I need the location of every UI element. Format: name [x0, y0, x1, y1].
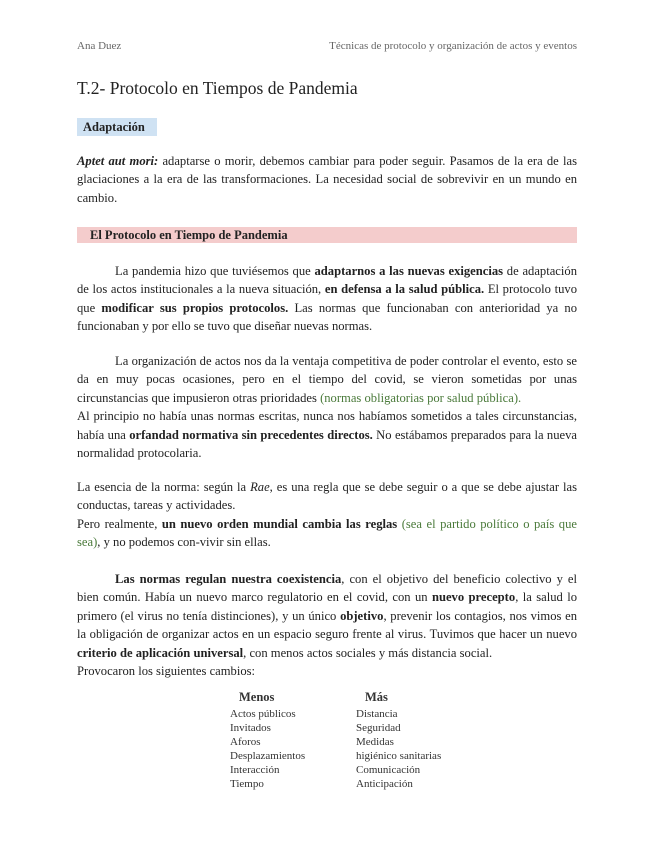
bold-run: objetivo [340, 608, 384, 623]
text-run: Pero realmente, [77, 516, 162, 531]
list-item: Tiempo [230, 778, 264, 790]
section-heading-adaptacion: Adaptación [77, 118, 157, 136]
list-menos [230, 690, 305, 791]
text-run: La organización de actos nos da la ventaja competitiva de poder controlar el evento, esto se da en muy pocas ocasiones, pero en el tiempo del covid, se vieron sometidas por unas circunstancias que impusieron otras prioridades [77, 354, 577, 405]
bold-run: modificar sus propios protocolos. [101, 300, 289, 315]
text-run: , y no podemos con-vivir sin ellas. [97, 535, 271, 550]
paragraph-text: adaptarse o morir, debemos cambiar para poder seguir. Pasamos de la era de las glaciaciones a la era de las transformaciones. La necesidad social de sobrevivir en un mundo en cambio. [77, 154, 577, 205]
green-note: (normas obligatorias por salud pública). [320, 390, 522, 405]
text-run: , es una regla que se debe seguir o a que se debe ajustar las conductas, tareas y actividades. [77, 480, 578, 513]
page-title: T.2- Protocolo en Tiempos de Pandemia [77, 78, 358, 98]
list-item: Seguridad [356, 722, 401, 734]
list-item: Interacción [230, 764, 280, 776]
text-run: La esencia de la norma: según la [77, 480, 251, 494]
header-author: Ana Duez [77, 40, 122, 52]
text-run: Al principio no había unas normas escritas, nunca nos habíamos sometidos a tales circunstancias, había una [77, 409, 577, 442]
text-run: , prevenir los contagios, nos vimos en la obligación de organizar actos en un espacio seguro frente al virus. Tuvimos que hacer un nuevo [77, 608, 578, 642]
text-run: La pandemia hizo que tuviésemos que [115, 264, 315, 278]
text-run: , con el objetivo del beneficio colectivo y el bien común. Había un nuevo marco regulatorio en el covid, con un [77, 572, 577, 605]
paragraph-normas [77, 570, 577, 680]
bold-run: nuevo precepto [431, 590, 516, 605]
header-subject: Técnicas de protocolo y organización de actos y eventos [329, 40, 577, 52]
list-menos-heading: Menos [239, 690, 275, 704]
paragraph-pandemia [77, 262, 577, 336]
text-run: El protocolo tuvo que [77, 282, 577, 315]
list-item: Distancia [356, 708, 398, 720]
bold-run: Las normas regulan nuestra coexistencia [115, 572, 342, 586]
text-run: No estábamos preparados para la nueva normalidad protocolaria. [77, 427, 577, 461]
list-item: Comunicación [356, 764, 421, 776]
list-item: higiénico sanitarias [356, 750, 442, 762]
green-note: (sea el partido político o país que sea) [77, 516, 577, 550]
list-item: Aforos [230, 736, 261, 748]
text-run: , la salud lo primero (el virus no tenía distinciones), y un único [77, 590, 578, 623]
bold-run: un nuevo orden mundial cambia las reglas [161, 516, 398, 531]
paragraph-aptet [77, 152, 577, 207]
list-item: Actos públicos [230, 708, 296, 720]
text-run: Provocaron los siguientes cambios: [77, 664, 256, 679]
list-item: Desplazamientos [230, 750, 306, 762]
bold-run: orfandad normativa sin precedentes directos. [129, 427, 373, 442]
text-run: , con menos actos sociales y más distancia social. [243, 645, 493, 660]
list-item: Invitados [230, 722, 271, 734]
text-run: de adaptación de los actos institucionales a la nueva situación, [77, 264, 577, 297]
bold-run: en defensa a la salud pública. [324, 282, 485, 297]
list-item: Anticipación [356, 778, 413, 790]
list-mas [356, 690, 441, 791]
list-item: Medidas [356, 736, 394, 748]
text-run: Las normas que funcionaban con anterioridad ya no funcionaban y por ello se tuvo que diseñar nuevas normas. [77, 300, 577, 334]
section-heading-protocolo: El Protocolo en Tiempo de Pandemia [77, 227, 577, 243]
italic-run: Rae [250, 480, 270, 494]
bold-run: adaptarnos a las nuevas exigencias [314, 264, 504, 278]
list-mas-heading: Más [365, 690, 388, 704]
paragraph-esencia [77, 478, 577, 552]
latin-phrase: Aptet aut mori: [77, 154, 159, 168]
bold-run: criterio de aplicación universal [77, 645, 244, 660]
paragraph-organizacion [77, 352, 577, 462]
